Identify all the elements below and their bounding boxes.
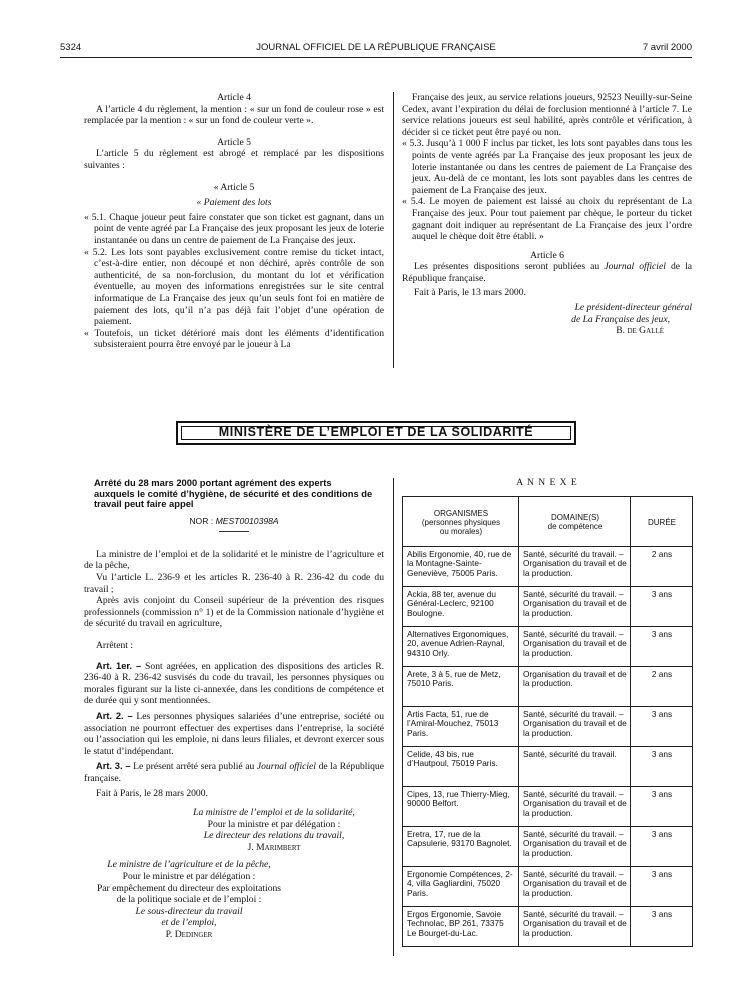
arrete-column (84, 478, 384, 941)
org-cell: Celide, 43 bis, rue d’Hautpoul, 75019 Paris. (403, 747, 519, 787)
org-cell: Ackia, 88 ter, avenue du Général-Leclerc, 92100 Boulogne. (403, 587, 519, 627)
done-at-paris-1: Fait à Paris, le 13 mars 2000. (414, 286, 526, 298)
issue-date: 7 avril 2000 (642, 42, 692, 53)
table-row (403, 667, 693, 707)
article-6-text: Les présentes dispositions seront publiées au Journal officiel de la République française. (402, 261, 692, 284)
duration-cell: 3 ans (631, 587, 693, 627)
quoted-article-5-title: « Article 5 (213, 181, 255, 193)
article-5-text: L’article 5 du règlement est abrogé et remplacé par les dispositions suivantes : (84, 148, 384, 171)
preamble-2: Vu l’article L. 236-9 et les articles R. 236-40 à R. 236-42 du code du travail ; (84, 571, 384, 595)
org-cell: Alternatives Ergonomiques, 20, avenue Adrien-Raynal, 94310 Orly. (403, 627, 519, 667)
table-row (403, 547, 693, 587)
signature-block-2: Le ministre de l’agriculture et de la pêche, Pour le ministre et par délégation : Par empêchement du directeur des exploitations de la politique sociale et de l’emploi : Le sous-directeur du travail et de l’emploi, P. Dedinger (96, 859, 282, 940)
ministry-title: MINISTÈRE DE L’EMPLOI ET DE LA SOLIDARITÉ (218, 425, 534, 439)
article-4-title: Article 4 (217, 92, 251, 103)
duration-cell: 3 ans (631, 867, 693, 907)
domain-cell: Santé, sécurité du travail. – Organisation du travail et de la production. (519, 707, 631, 747)
article-5-title: Article 5 (217, 136, 251, 148)
page-header (60, 42, 692, 56)
table-row (403, 787, 693, 827)
table-row (403, 907, 693, 947)
top-right-column (402, 92, 692, 337)
table-row (403, 587, 693, 627)
arretent: Arrêtent : (96, 639, 134, 651)
signature-name-1: B. de Gallé (616, 325, 664, 337)
header-organismes: ORGANISMES (personnes physiques ou morales) (403, 497, 519, 547)
duration-cell: 3 ans (631, 907, 693, 947)
signature-title-1: Le président-directeur général (574, 302, 692, 314)
duration-cell: 3 ans (631, 627, 693, 667)
domain-cell: Organisation du travail et de la production. (519, 667, 631, 707)
paragraph-5-1: « 5.1. Chaque joueur peut faire constater que son ticket est gagnant, dans un point de vente agréé par La Française des jeux proposant les jeux de loterie instantanée ou dans un centre de paiement de La Française des jeux. (84, 211, 384, 246)
domain-cell: Santé, sécurité du travail. – Organisation du travail et de la production. (519, 587, 631, 627)
org-cell: Eretra, 17, rue de la Capsulerie, 93170 Bagnolet. (403, 827, 519, 867)
top-left-column (84, 92, 384, 351)
duration-cell: 2 ans (631, 547, 693, 587)
arrete-title: Arrêté du 28 mars 2000 portant agrément des experts auxquels le comité d’hygiène, de sécurité et des conditions de travail peut faire appel (94, 477, 373, 510)
duration-cell: 3 ans (631, 747, 693, 787)
paragraph-5-4: « 5.4. Le moyen de paiement est laissé au choix du représentant de La Française des jeux. Pour tout paiement par chèque, le porteur du ticket gagnant doit indiquer au représentant de La Française des jeux l’ordre auquel le chèque doit être établi. » (402, 196, 692, 243)
payment-subtitle: « Paiement des lots (196, 197, 272, 209)
domain-cell: Santé, sécurité du travail. – Organisation du travail et de la production. (519, 827, 631, 867)
domain-cell: Santé, sécurité du travail. – Organisation du travail et de la production. (519, 907, 631, 947)
article-3: Art. 3. – Le présent arrêté sera publié au Journal officiel de la République française. (84, 761, 384, 784)
journal-title: JOURNAL OFFICIEL DE LA RÉPUBLIQUE FRANÇAISE (256, 42, 496, 53)
domain-cell: Santé, sécurité du travail. – Organisation du travail et de la production. (519, 867, 631, 907)
table-row (403, 867, 693, 907)
title-separator (219, 531, 249, 532)
duration-cell: 3 ans (631, 787, 693, 827)
signature-block-1: La ministre de l’emploi et de la solidarité, Pour la ministre et par délégation : Le directeur des relations du travail, J. Marimbert (193, 807, 355, 853)
article-4-text: A l’article 4 du règlement, la mention : « sur un fond de couleur rose » est remplacée par la mention : « sur un fond de couleur verte ». (84, 103, 384, 127)
continuation-text: Française des jeux, au service relations joueurs, 92523 Neuilly-sur-Seine Cedex, avant l’expiration du délai de forclusion mentionné à l’article 7. Le service relations joueurs est seul habilité, après contrôle et vérification, à décider si ce ticket peut être payé ou non. (402, 92, 692, 138)
table-row (403, 747, 693, 787)
paragraph-5-3: « 5.3. Jusqu’à 1 000 F inclus par ticket, les lots sont payables dans tous les points de vente agréés par La Française des jeux proposant les jeux de loterie instantanée ou dans les centres de paiement de La Française des jeux. Au-delà de ce montant, les lots sont payables dans les centres de paiement de La Française des jeux. (402, 138, 692, 196)
nor-reference: NOR : MEST0010398A (189, 515, 279, 526)
duration-cell: 3 ans (631, 827, 693, 867)
annexe-title: A N N E X E (516, 478, 578, 488)
done-at-paris-2: Fait à Paris, le 28 mars 2000. (96, 788, 208, 800)
article-1: Art. 1er. – Sont agréées, en application des dispositions des articles R. 236-40 à R. 236-42 susvisés du code du travail, les personnes physiques ou morales figurant sur la liste ci-annexée, dans les conditions de compétence et de durée qui y sont mentionnées. (84, 660, 384, 707)
annexe-table (402, 496, 693, 947)
table-row (403, 707, 693, 747)
duration-cell: 2 ans (631, 667, 693, 707)
column-divider-bottom (393, 478, 394, 956)
article-2: Art. 2. – Les personnes physiques salariées d’une entreprise, société ou association ne pourront effectuer des expertises dans l’entreprise, la société ou l’association qui les emploie, ni dans leurs filiales, et devront exercer sous le statut d’indépendant. (84, 710, 384, 757)
paragraph-5-2-cont: « Toutefois, un ticket détérioré mais dont les éléments d’identification subsisteraient pourra être envoyé par le joueur à La (84, 327, 384, 351)
article-6-title: Article 6 (530, 249, 564, 261)
domain-cell: Santé, sécurité du travail. (519, 747, 631, 787)
signature-title-2: de La Française des jeux, (571, 313, 670, 325)
duration-cell: 3 ans (631, 707, 693, 747)
org-cell: Ergos Ergonomie, Savoie Technolac, BP 261, 73375 Le Bourget-du-Lac. (403, 907, 519, 947)
table-row (403, 627, 693, 667)
domain-cell: Santé, sécurité du travail. – Organisation du travail et de la production. (519, 787, 631, 827)
table-row (403, 827, 693, 867)
ministry-banner (176, 421, 576, 445)
page-number: 5324 (60, 42, 82, 53)
org-cell: Abilis Ergonomie, 40, rue de la Montagne-Sainte-Geneviève, 75005 Paris. (403, 547, 519, 587)
header-rule (60, 57, 692, 58)
org-cell: Arete, 3 à 5, rue de Metz, 75010 Paris. (403, 667, 519, 707)
org-cell: Artis Facta, 51, rue de l’Amiral-Mouchez, 75013 Paris. (403, 707, 519, 747)
annexe-column (402, 478, 692, 947)
header-domaines: DOMAINE(S) de compétence (519, 497, 631, 547)
preamble-1: La ministre de l’emploi et de la solidarité et le ministre de l’agriculture et de la pêche, (84, 548, 384, 572)
domain-cell: Santé, sécurité du travail. – Organisation du travail et de la production. (519, 547, 631, 587)
preamble-3: Après avis conjoint du Conseil supérieur de la prévention des risques professionnels (commission n° 1) et de la Commission nationale d’hygiène et de sécurité du travail en agriculture, (84, 595, 384, 630)
org-cell: Cipes, 13, rue Thierry-Mieg, 90000 Belfort. (403, 787, 519, 827)
domain-cell: Santé, sécurité du travail. – Organisation du travail et de la production. (519, 627, 631, 667)
paragraph-5-2: « 5.2. Les lots sont payables exclusivement contre remise du ticket intact, c’est-à-dire entier, non découpé et non déchiré, après contrôle de son authenticité, de sa non-forclusion, du montant du lot et vérification éventuelle, au moyen des informations enregistrées sur le site central informatique de La Française des jeux qu’un seuls font foi en matière de paiement des lots, qu’il n’a pas déjà fait l’objet d’une opération de paiement. (84, 246, 384, 328)
org-cell: Ergonomie Compétences, 2-4, villa Gagliardini, 75020 Paris. (403, 867, 519, 907)
column-divider-top (393, 92, 394, 368)
header-duree: DURÉE (631, 497, 693, 547)
